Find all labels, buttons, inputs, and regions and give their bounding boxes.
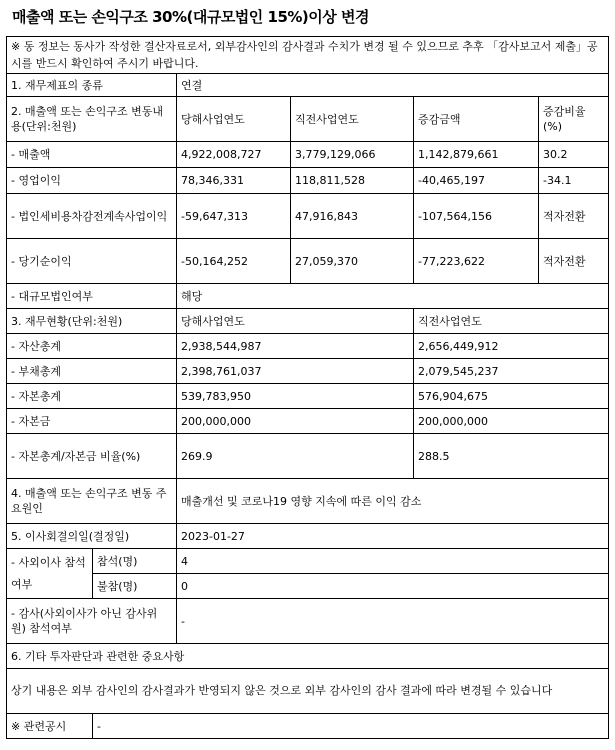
other-matters-text-row xyxy=(7,669,609,714)
row-cur: 200,000,000 xyxy=(177,409,414,434)
row-diff: -107,564,156 xyxy=(414,194,539,239)
table-row xyxy=(7,359,609,384)
row-label: - 매출액 xyxy=(7,142,177,168)
cause-value: 매출개선 및 코로나19 영향 지속에 따른 이익 감소 xyxy=(177,479,609,524)
row-cur: 78,346,331 xyxy=(177,168,291,194)
auditor-row xyxy=(7,599,609,644)
row-ratio: -34.1 xyxy=(539,168,609,194)
row-prev: 27,059,370 xyxy=(291,239,414,284)
row-label: - 자본총계/자본금 비율(%) xyxy=(7,434,177,479)
row-prev: 576,904,675 xyxy=(414,384,609,409)
row-cur: 539,783,950 xyxy=(177,384,414,409)
row-prev: 288.5 xyxy=(414,434,609,479)
s3-header-cur: 당해사업연도 xyxy=(177,309,414,334)
large-corp-label: - 대규모법인여부 xyxy=(7,284,177,309)
row-label: - 법인세비용차감전계속사업이익 xyxy=(7,194,177,239)
present-label: 참석(명) xyxy=(93,549,177,574)
s2-header-ratio: 증감비율(%) xyxy=(539,97,609,142)
row-ratio: 30.2 xyxy=(539,142,609,168)
present-value: 4 xyxy=(177,549,609,574)
notice-row xyxy=(7,37,609,74)
related-value: - xyxy=(93,714,609,739)
cause-row xyxy=(7,479,609,524)
row-ratio: 적자전환 xyxy=(539,239,609,284)
related-label: ※ 관련공시 xyxy=(7,714,93,739)
related-disclosure-row xyxy=(7,714,609,739)
row-prev: 47,916,843 xyxy=(291,194,414,239)
statement-type-row xyxy=(7,74,609,97)
s2-header-row xyxy=(7,97,609,142)
row-prev: 118,811,528 xyxy=(291,168,414,194)
row-prev: 2,656,449,912 xyxy=(414,334,609,359)
board-date-row xyxy=(7,524,609,549)
s2-label: 2. 매출액 또는 손익구조 변동내용(단위:천원) xyxy=(7,97,177,142)
other-matters-text: 상기 내용은 외부 감사인의 감사결과가 반영되지 않은 것으로 외부 감사인의 감사 결과에 따라 변경될 수 있습니다 xyxy=(7,669,609,714)
auditor-label: - 감사(사외이사가 아닌 감사위원) 참석여부 xyxy=(7,599,177,644)
s3-header-prev: 직전사업연도 xyxy=(414,309,609,334)
absent-value: 0 xyxy=(177,574,609,599)
auditor-value: - xyxy=(177,599,609,644)
s2-header-diff: 증감금액 xyxy=(414,97,539,142)
large-corp-row xyxy=(7,284,609,309)
row-cur: 2,398,761,037 xyxy=(177,359,414,384)
row-cur: -59,647,313 xyxy=(177,194,291,239)
row-diff: 1,142,879,661 xyxy=(414,142,539,168)
row-prev: 3,779,129,066 xyxy=(291,142,414,168)
table-row xyxy=(7,194,609,239)
other-matters-header-row xyxy=(7,644,609,669)
board-date-value: 2023-01-27 xyxy=(177,524,609,549)
outside-director-present-row xyxy=(7,549,609,574)
table-row xyxy=(7,409,609,434)
s2-header-prev: 직전사업연도 xyxy=(291,97,414,142)
statement-type-label: 1. 재무제표의 종류 xyxy=(7,74,177,97)
row-cur: 4,922,008,727 xyxy=(177,142,291,168)
row-prev: 2,079,545,237 xyxy=(414,359,609,384)
row-label: - 영업이익 xyxy=(7,168,177,194)
s3-header-row xyxy=(7,309,609,334)
s2-header-cur: 당해사업연도 xyxy=(177,97,291,142)
row-label: - 자산총계 xyxy=(7,334,177,359)
table-row xyxy=(7,239,609,284)
table-row xyxy=(7,334,609,359)
row-prev: 200,000,000 xyxy=(414,409,609,434)
row-cur: 269.9 xyxy=(177,434,414,479)
board-date-label: 5. 이사회결의일(결정일) xyxy=(7,524,177,549)
absent-label: 불참(명) xyxy=(93,574,177,599)
row-label: - 당기순이익 xyxy=(7,239,177,284)
row-label: - 자본총계 xyxy=(7,384,177,409)
row-cur: -50,164,252 xyxy=(177,239,291,284)
statement-type-value: 연결 xyxy=(177,74,609,97)
row-label: - 자본금 xyxy=(7,409,177,434)
row-diff: -77,223,622 xyxy=(414,239,539,284)
table-row xyxy=(7,142,609,168)
page-title: 매출액 또는 손익구조 30%(대규모법인 15%)이상 변경 xyxy=(12,8,369,26)
row-ratio: 적자전환 xyxy=(539,194,609,239)
notice-text: ※ 동 정보는 동사가 작성한 결산자료로서, 외부감사인의 감사결과 수치가 변경 될 수 있으므로 추후 「감사보고서 제출」공시를 반드시 확인하여 주시기 바랍니다. xyxy=(7,37,609,74)
s3-label: 3. 재무현황(단위:천원) xyxy=(7,309,177,334)
disclosure-table xyxy=(6,36,609,739)
outside-director-absent-row xyxy=(7,574,609,599)
large-corp-value: 해당 xyxy=(177,284,609,309)
outside-director-label: - 사외이사 참석여부 xyxy=(7,549,93,599)
row-cur: 2,938,544,987 xyxy=(177,334,414,359)
cause-label: 4. 매출액 또는 손익구조 변동 주요원인 xyxy=(7,479,177,524)
table-row xyxy=(7,168,609,194)
row-label: - 부채총계 xyxy=(7,359,177,384)
row-diff: -40,465,197 xyxy=(414,168,539,194)
other-matters-label: 6. 기타 투자판단과 관련한 중요사항 xyxy=(7,644,609,669)
table-row xyxy=(7,434,609,479)
table-row xyxy=(7,384,609,409)
